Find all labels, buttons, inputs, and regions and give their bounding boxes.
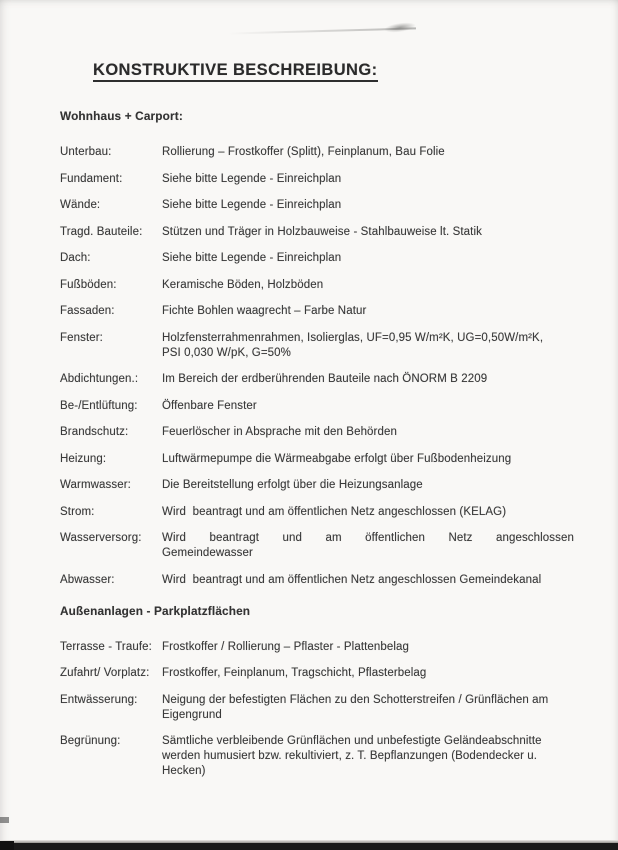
spec-value-line: Sämtliche verbleibende Grünflächen und unbefestigte Geländeabschnitte bbox=[162, 735, 542, 747]
spec-row bbox=[60, 452, 578, 467]
spec-value bbox=[162, 734, 574, 779]
spec-row bbox=[60, 531, 578, 561]
spec-value-line: Holzfensterrahmenrahmen, Isolierglas, UF=0,95 W/m²K, UG=0,50W/m²K, bbox=[162, 331, 544, 344]
spec-section bbox=[60, 604, 578, 780]
spec-value-line: Wird beantragt und am öffentlichen Netz angeschlossen Gemeindekanal bbox=[162, 573, 542, 586]
scan-edge-mark bbox=[0, 817, 9, 823]
spec-label: Unterbau: bbox=[60, 146, 112, 158]
spec-value-line: Wird beantragt und am öffentlichen Netz angeschlossen (KELAG) bbox=[162, 505, 507, 518]
spec-label: Terrasse - Traufe: bbox=[60, 640, 152, 653]
spec-row bbox=[60, 278, 578, 293]
spec-value-line: Frostkoffer / Rollierung – Pflaster - Plattenbelag bbox=[162, 640, 410, 653]
spec-row bbox=[60, 478, 578, 493]
spec-value bbox=[162, 304, 574, 319]
spec-label: Be-/Entlüftung: bbox=[60, 399, 138, 412]
spec-value bbox=[162, 172, 574, 187]
document-content bbox=[60, 63, 578, 791]
page-title: KONSTRUKTIVE BESCHREIBUNG: bbox=[93, 63, 378, 82]
spec-value-line: Eigengrund bbox=[162, 708, 222, 721]
spec-value-line: Stützen und Träger in Holzbauweise - Stahlbauweise lt. Statik bbox=[162, 225, 482, 238]
spec-value-line: Feuerlöscher in Absprache mit den Behörden bbox=[162, 426, 397, 438]
spec-label: Fundament: bbox=[60, 172, 123, 185]
spec-row bbox=[60, 640, 578, 655]
spec-label: Fassaden: bbox=[60, 305, 115, 317]
spec-value-line: Wird beantragt und am öffentlichen Netz angeschlossen bbox=[162, 532, 574, 544]
spec-label: Dach: bbox=[60, 252, 91, 264]
spec-value bbox=[162, 478, 574, 493]
spec-value bbox=[162, 693, 574, 723]
spec-row bbox=[60, 172, 578, 187]
spec-row bbox=[60, 573, 578, 588]
spec-value bbox=[162, 198, 574, 213]
scan-smudge-artifact bbox=[384, 21, 417, 34]
spec-row bbox=[60, 145, 578, 160]
spec-label: Begrünung: bbox=[60, 735, 121, 747]
spec-value-line: Fichte Bohlen waagrecht – Farbe Natur bbox=[162, 305, 367, 317]
spec-value bbox=[162, 278, 574, 293]
spec-row bbox=[60, 734, 578, 779]
spec-value-line: Hecken) bbox=[162, 765, 206, 777]
spec-label: Wasserversorg: bbox=[60, 532, 142, 544]
spec-label: Brandschutz: bbox=[60, 426, 129, 438]
section-heading: Außenanlagen - Parkplatzflächen bbox=[60, 603, 251, 618]
spec-row bbox=[60, 693, 578, 723]
spec-value-line: Keramische Böden, Holzböden bbox=[162, 278, 324, 291]
spec-row bbox=[60, 225, 578, 240]
spec-value-line: Frostkoffer, Feinplanum, Tragschicht, Pflasterbelag bbox=[162, 667, 427, 679]
spec-value-line: Luftwärmepumpe die Wärmeabgabe erfolgt über Fußbodenheizung bbox=[162, 452, 512, 465]
spec-value-line: Die Bereitstellung erfolgt über die Heizungsanlage bbox=[162, 479, 423, 491]
spec-row bbox=[60, 372, 578, 387]
spec-row bbox=[60, 666, 578, 681]
spec-label: Fenster: bbox=[60, 331, 103, 344]
scan-footer-bar bbox=[0, 843, 618, 850]
spec-value bbox=[162, 225, 574, 240]
spec-label: Entwässerung: bbox=[60, 693, 138, 706]
spec-value bbox=[162, 531, 574, 561]
spec-row bbox=[60, 304, 578, 319]
spec-value bbox=[162, 452, 574, 467]
section-heading: Wohnhaus + Carport: bbox=[60, 109, 183, 123]
spec-label: Fußböden: bbox=[60, 278, 117, 291]
spec-value-line: Gemeindewasser bbox=[162, 547, 253, 559]
spec-value bbox=[162, 372, 574, 387]
spec-section bbox=[60, 109, 578, 588]
spec-label: Strom: bbox=[60, 505, 95, 518]
spec-value-line: werden humusiert bzw. rekultiviert, z. T. Bepflanzungen (Bodendecker u. bbox=[162, 750, 538, 762]
spec-value-line: Siehe bitte Legende - Einreichplan bbox=[162, 252, 342, 264]
spec-label: Heizung: bbox=[60, 452, 107, 465]
spec-value-line: Öffenbare Fenster bbox=[162, 399, 257, 412]
spec-value-line: Neigung der befestigten Flächen zu den Schotterstreifen / Grünflächen am bbox=[162, 693, 549, 706]
spec-row bbox=[60, 399, 578, 414]
spec-value bbox=[162, 425, 574, 440]
spec-row bbox=[60, 331, 578, 361]
spec-value-line: Rollierung – Frostkoffer (Splitt), Feinplanum, Bau Folie bbox=[162, 146, 445, 158]
sections-container bbox=[60, 109, 578, 779]
spec-value bbox=[162, 573, 574, 588]
spec-value bbox=[162, 331, 574, 361]
spec-value bbox=[162, 505, 574, 520]
spec-row bbox=[60, 425, 578, 440]
spec-row bbox=[60, 198, 578, 213]
spec-label: Wände: bbox=[60, 199, 101, 211]
spec-label: Tragd. Bauteile: bbox=[60, 225, 143, 238]
spec-label: Abdichtungen.: bbox=[60, 373, 139, 385]
spec-row bbox=[60, 251, 578, 266]
spec-label: Zufahrt/ Vorplatz: bbox=[60, 667, 150, 679]
spec-value bbox=[162, 251, 574, 266]
spec-label: Abwasser: bbox=[60, 573, 115, 586]
spec-value-line: PSI 0,030 W/pK, G=50% bbox=[162, 346, 291, 359]
spec-value-line: Siehe bitte Legende - Einreichplan bbox=[162, 199, 342, 211]
spec-label: Warmwasser: bbox=[60, 479, 131, 491]
spec-row bbox=[60, 505, 578, 520]
spec-value-line: Im Bereich der erdberührenden Bauteile nach ÖNORM B 2209 bbox=[162, 373, 488, 385]
spec-value bbox=[162, 666, 574, 681]
spec-value bbox=[162, 399, 574, 414]
spec-value bbox=[162, 640, 574, 655]
spec-value bbox=[162, 145, 574, 160]
spec-value-line: Siehe bitte Legende - Einreichplan bbox=[162, 172, 342, 185]
